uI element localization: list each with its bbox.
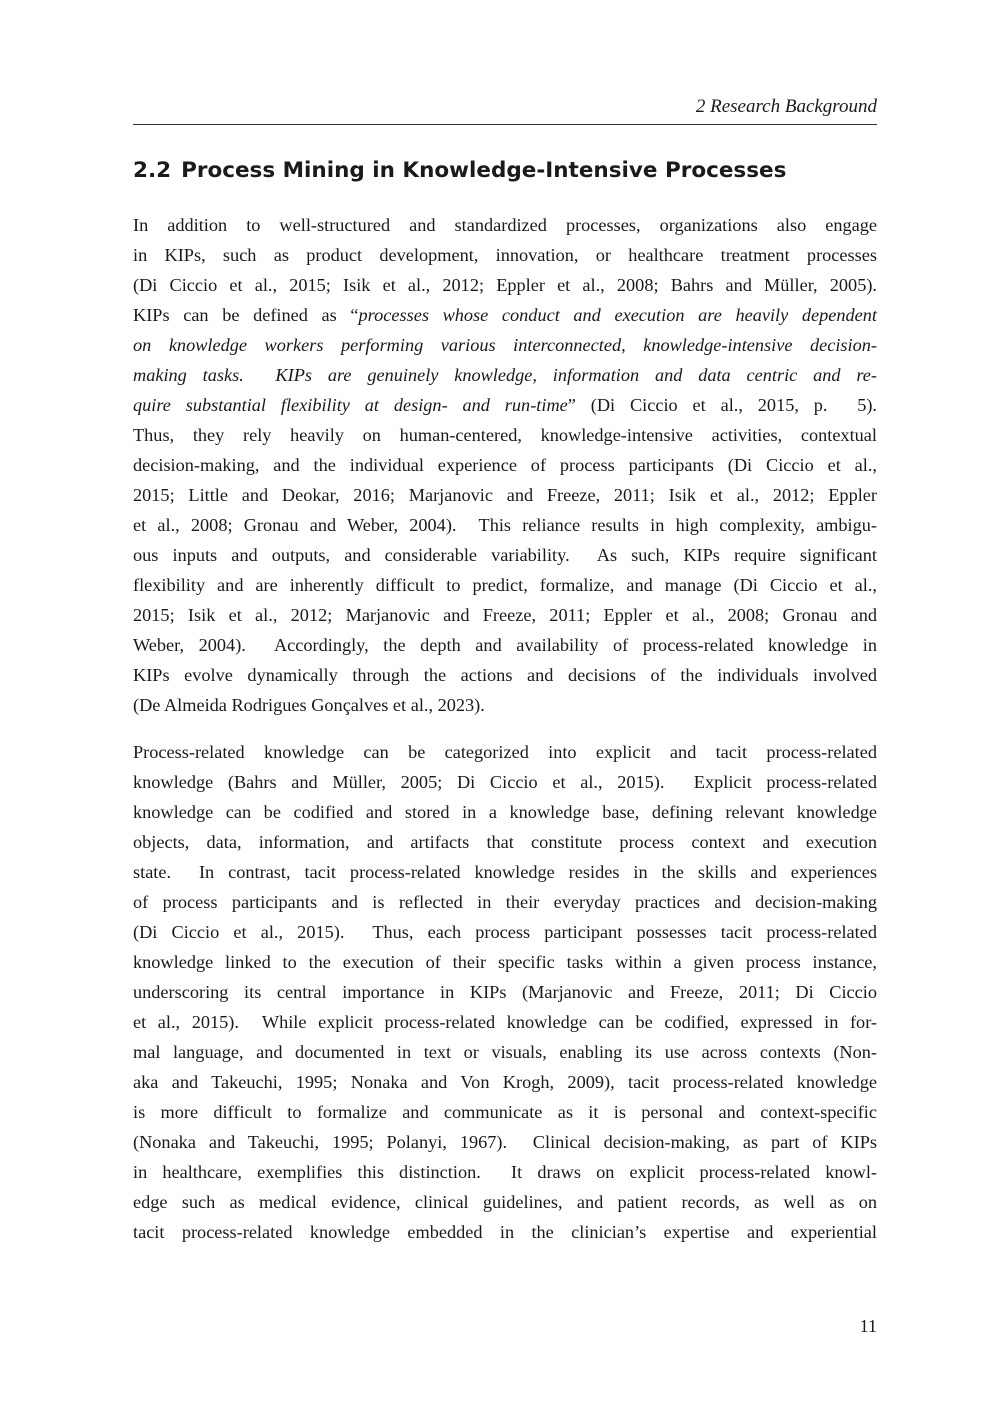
text-line — [133, 1037, 877, 1067]
text-span: et al., 2008; Gronau and Weber, 2004). This reliance results in high complexity, ambigu- — [133, 515, 877, 535]
header-rule — [133, 124, 877, 125]
italic-quote-text: quire substantial flexibility at design- and run-time — [133, 395, 568, 415]
text-span: ous inputs and outputs, and considerable variability. As such, KIPs require significant — [133, 545, 877, 565]
italic-quote-text: on knowledge workers performing various interconnected, knowledge-intensive decision- — [133, 335, 877, 355]
text-span: tacit process-related knowledge embedded in the clinician’s expertise and experiential — [133, 1222, 877, 1242]
text-line — [133, 737, 877, 767]
body-paragraph-1 — [133, 210, 877, 720]
text-span: knowledge linked to the execution of their specific tasks within a given process instance, — [133, 952, 877, 972]
text-span: of process participants and is reflected in their everyday practices and decision-making — [133, 892, 877, 912]
text-span: aka and Takeuchi, 1995; Nonaka and Von Krogh, 2009), tacit process-related knowledge — [133, 1072, 877, 1092]
text-span: Thus, they rely heavily on human-centered, knowledge-intensive activities, contextual — [133, 425, 877, 445]
text-line — [133, 797, 877, 827]
running-header: 2 Research Background — [695, 96, 877, 117]
page-number: 11 — [859, 1316, 877, 1336]
text-span: in healthcare, exemplifies this distinction. It draws on explicit process-related knowl- — [133, 1162, 877, 1182]
text-span: et al., 2015). While explicit process-related knowledge can be codified, expressed in for- — [133, 1012, 877, 1032]
text-line — [133, 1187, 877, 1217]
text-span: knowledge can be codified and stored in a knowledge base, defining relevant knowledge — [133, 802, 877, 822]
text-line — [133, 690, 877, 720]
text-span: KIPs can be defined as “ — [133, 305, 359, 325]
text-span: (Di Ciccio et al., 2015; Isik et al., 2012; Eppler et al., 2008; Bahrs and Müller, 2005). — [133, 275, 877, 295]
text-span: (De Almeida Rodrigues Gonçalves et al., 2023). — [133, 695, 485, 715]
text-line — [133, 570, 877, 600]
text-span: 2015; Little and Deokar, 2016; Marjanovic and Freeze, 2011; Isik et al., 2012; Eppler — [133, 485, 877, 505]
section-title: Process Mining in Knowledge-Intensive Processes — [181, 158, 787, 183]
text-line — [133, 270, 877, 300]
text-span: mal language, and documented in text or visuals, enabling its use across contexts (Non- — [133, 1042, 877, 1062]
text-span: 2015; Isik et al., 2012; Marjanovic and Freeze, 2011; Eppler et al., 2008; Gronau and — [133, 605, 877, 625]
text-line — [133, 1127, 877, 1157]
text-span: Weber, 2004). Accordingly, the depth and availability of process-related knowledge in — [133, 635, 877, 655]
text-line — [133, 917, 877, 947]
text-line — [133, 1217, 877, 1247]
text-line — [133, 827, 877, 857]
text-span: (Nonaka and Takeuchi, 1995; Polanyi, 1967). Clinical decision-making, as part of KIPs — [133, 1132, 877, 1152]
text-span: KIPs evolve dynamically through the actions and decisions of the individuals involved — [133, 665, 877, 685]
text-span: underscoring its central importance in KIPs (Marjanovic and Freeze, 2011; Di Ciccio — [133, 982, 877, 1002]
text-span: edge such as medical evidence, clinical guidelines, and patient records, as well as on — [133, 1192, 877, 1212]
text-span: is more difficult to formalize and communicate as it is personal and context-specific — [133, 1102, 877, 1122]
text-line — [133, 450, 877, 480]
text-span: ” (Di Ciccio et al., 2015, p. 5). — [567, 395, 877, 415]
text-span: state. In contrast, tacit process-related knowledge resides in the skills and experiences — [133, 862, 877, 882]
italic-quote-text: processes whose conduct and execution are heavily dependent — [358, 305, 877, 325]
text-line — [133, 510, 877, 540]
text-span: (Di Ciccio et al., 2015). Thus, each process participant possesses tacit process-related — [133, 922, 877, 942]
text-line — [133, 947, 877, 977]
text-line — [133, 630, 877, 660]
text-span: Process-related knowledge can be categorized into explicit and tacit process-related — [133, 742, 877, 762]
text-span: in KIPs, such as product development, innovation, or healthcare treatment processes — [133, 245, 877, 265]
text-line — [133, 977, 877, 1007]
text-line — [133, 300, 877, 330]
text-span: objects, data, information, and artifacts that constitute process context and execution — [133, 832, 877, 852]
text-line — [133, 767, 877, 797]
section-number: 2.2 — [133, 158, 172, 183]
text-line — [133, 420, 877, 450]
text-span: flexibility and are inherently difficult to predict, formalize, and manage (Di Ciccio et al., — [133, 575, 877, 595]
text-line — [133, 480, 877, 510]
text-line — [133, 540, 877, 570]
text-span: decision-making, and the individual experience of process participants (Di Ciccio et al., — [133, 455, 877, 475]
text-line — [133, 390, 877, 420]
text-line — [133, 1007, 877, 1037]
text-line — [133, 1067, 877, 1097]
body-paragraph-2 — [133, 737, 877, 1247]
text-line — [133, 210, 877, 240]
text-span: knowledge (Bahrs and Müller, 2005; Di Ciccio et al., 2015). Explicit process-related — [133, 772, 877, 792]
italic-quote-text: making tasks. KIPs are genuinely knowledge, information and data centric and re- — [133, 365, 877, 385]
text-line — [133, 660, 877, 690]
text-line — [133, 240, 877, 270]
text-line — [133, 857, 877, 887]
section-heading — [133, 158, 786, 183]
text-line — [133, 600, 877, 630]
text-line — [133, 1097, 877, 1127]
text-span: In addition to well-structured and standardized processes, organizations also engage — [133, 215, 877, 235]
text-line — [133, 1157, 877, 1187]
text-line — [133, 330, 877, 360]
text-line — [133, 360, 877, 390]
text-line — [133, 887, 877, 917]
